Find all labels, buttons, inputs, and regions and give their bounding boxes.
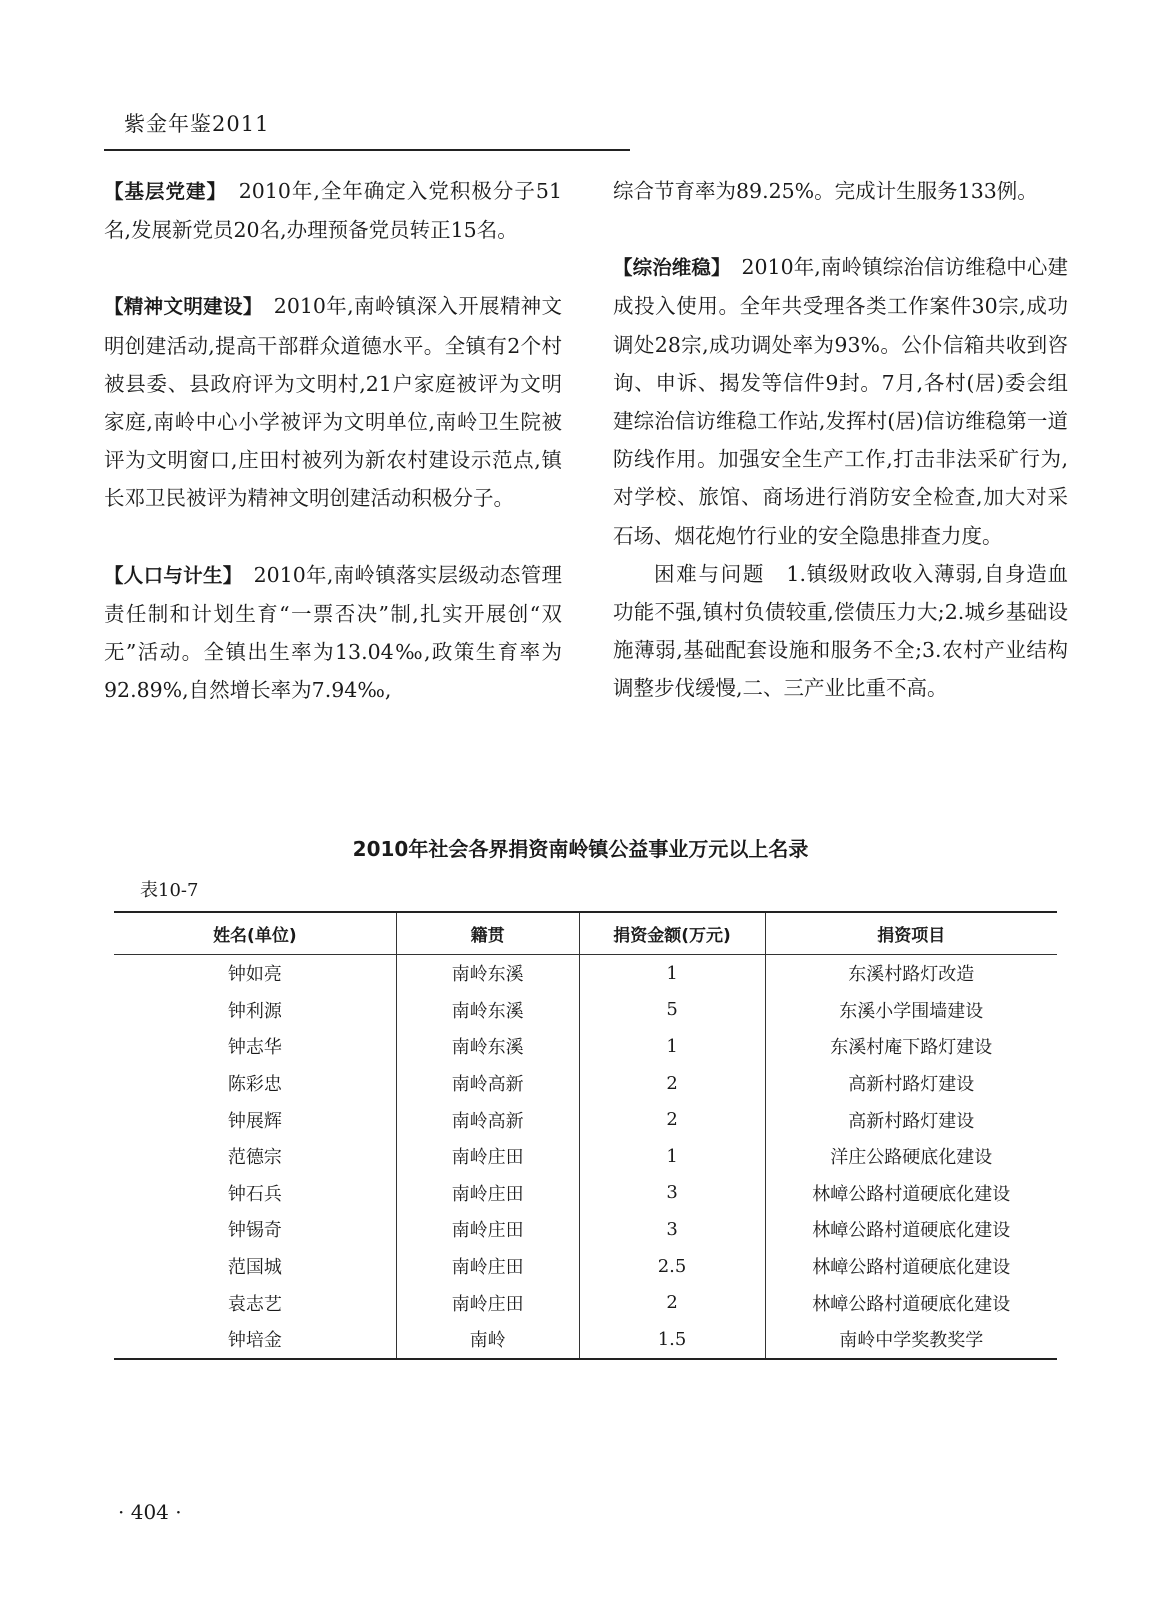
- cell-origin: 南岭庄田: [396, 1138, 579, 1175]
- cell-name: 钟如亮: [227, 964, 282, 986]
- cell-amount: 3: [579, 1211, 765, 1248]
- party-building-text: 2010年,全年确定入党积极分子51名,发展新党员20名,办理预备党员转正15名。: [104, 179, 562, 243]
- cell-project: 东溪村庵下路灯建设: [765, 1028, 1057, 1065]
- population-paragraph: [104, 556, 562, 710]
- table-row: [114, 1065, 1057, 1102]
- population-continuation: 综合节育率为89.25%。完成计生服务133例。: [613, 179, 1038, 203]
- cell-origin: 南岭高新: [396, 1101, 579, 1138]
- running-header: 紫金年鉴2011: [124, 112, 270, 136]
- table-label: 表10-7: [140, 880, 199, 901]
- cell-project: 林嶂公路村道硬底化建设: [765, 1284, 1057, 1321]
- cell-origin: 南岭东溪: [396, 955, 579, 992]
- table-row: [114, 1028, 1057, 1065]
- cell-amount: 2: [579, 1065, 765, 1102]
- problems-text: 1.镇级财政收入薄弱,自身造血功能不强,镇村负债较重,偿债压力大;2.城乡基础设施薄弱,基础配套设施和服务不全;3.农村产业结构调整步伐缓慢,二、三产业比重不高。: [613, 561, 1069, 701]
- party-building-heading: 【基层党建】: [104, 180, 218, 203]
- cell-name: 钟展辉: [227, 1110, 282, 1132]
- cell-origin: 南岭庄田: [396, 1211, 579, 1248]
- table-header-row: [114, 912, 1057, 955]
- cell-amount: 1.5: [579, 1321, 765, 1359]
- cell-name: 袁志艺: [227, 1293, 282, 1315]
- cell-name: 钟培金: [227, 1330, 282, 1352]
- table-title: 2010年社会各界捐资南岭镇公益事业万元以上名录: [352, 837, 809, 861]
- cell-project: 东溪村路灯改造: [765, 955, 1057, 992]
- table-row: [114, 1175, 1057, 1212]
- stability-text: 2010年,南岭镇综治信访维稳中心建成投入使用。全年共受理各类工作案件30宗,成功调处28宗,成功调处率为93%。公仆信箱共收到咨询、申诉、揭发等信件9封。7月,各村(居)委会组建综治信访维稳工作站,发挥村(居)信访维稳第一道防线作用。加强安全生产工作,打击非法采矿行为,对学校、旅馆、商场进行消防安全检查,加大对采石场、烟花炮竹行业的安全隐患排查力度。: [613, 255, 1068, 548]
- cell-name: 钟利源: [227, 1000, 282, 1022]
- cell-origin: 南岭东溪: [396, 1028, 579, 1065]
- table-row: [114, 1321, 1057, 1359]
- civilization-heading: 【精神文明建设】: [104, 295, 253, 319]
- header-amount: 捐资金额(万元): [579, 912, 765, 955]
- cell-amount: 5: [579, 992, 765, 1029]
- right-column: [613, 172, 1068, 708]
- cell-name: 陈彩忠: [227, 1074, 282, 1096]
- cell-amount: 1: [579, 955, 765, 992]
- header-origin: 籍贯: [396, 912, 579, 955]
- cell-origin: 南岭东溪: [396, 992, 579, 1029]
- table-row: [114, 955, 1057, 992]
- cell-origin: 南岭庄田: [396, 1248, 579, 1285]
- header-rule: [104, 149, 630, 151]
- cell-project: 林嶂公路村道硬底化建设: [765, 1211, 1057, 1248]
- civilization-paragraph: [104, 287, 562, 517]
- cell-name: 范德宗: [227, 1147, 282, 1169]
- cell-project: 洋庄公路硬底化建设: [765, 1138, 1057, 1175]
- cell-amount: 1: [579, 1138, 765, 1175]
- cell-name: 钟志华: [227, 1037, 282, 1059]
- table-row: [114, 1248, 1057, 1285]
- cell-name: 范国城: [227, 1257, 282, 1279]
- stability-paragraph: [613, 248, 1068, 555]
- cell-project: 高新村路灯建设: [765, 1065, 1057, 1102]
- page-number: · 404 ·: [118, 1500, 182, 1524]
- cell-amount: 1: [579, 1028, 765, 1065]
- left-column: [104, 172, 562, 709]
- cell-amount: 3: [579, 1175, 765, 1212]
- table-row: [114, 1101, 1057, 1138]
- table-row: [114, 1284, 1057, 1321]
- cell-name: 钟石兵: [227, 1183, 282, 1205]
- table-body: [114, 955, 1057, 1359]
- table-row: [114, 1138, 1057, 1175]
- population-text: 2010年,南岭镇落实层级动态管理责任制和计划生育“一票否决”制,扎实开展创“双无”活动。全镇出生率为13.04‰,政策生育率为92.89%,自然增长率为7.94‰,: [104, 562, 562, 703]
- donor-table: [114, 911, 1057, 1360]
- cell-project: 高新村路灯建设: [765, 1101, 1057, 1138]
- cell-amount: 2.5: [579, 1248, 765, 1285]
- cell-project: 林嶂公路村道硬底化建设: [765, 1175, 1057, 1212]
- cell-amount: 2: [579, 1284, 765, 1321]
- cell-name: 钟锡奇: [227, 1220, 282, 1242]
- table-row: [114, 1211, 1057, 1248]
- cell-amount: 2: [579, 1101, 765, 1138]
- cell-origin: 南岭庄田: [396, 1284, 579, 1321]
- cell-origin: 南岭高新: [396, 1065, 579, 1102]
- stability-heading: 【综治维稳】: [613, 256, 721, 280]
- problems-paragraph: [613, 555, 1068, 708]
- header-project: 捐资项目: [765, 912, 1057, 955]
- cell-origin: 南岭庄田: [396, 1175, 579, 1212]
- cell-project: 林嶂公路村道硬底化建设: [765, 1248, 1057, 1285]
- cell-project: 东溪小学围墙建设: [765, 992, 1057, 1029]
- party-building-paragraph: [104, 172, 562, 249]
- problems-heading: 困难与问题: [654, 561, 766, 586]
- table-row: [114, 992, 1057, 1029]
- header-name: 姓名(单位): [114, 912, 396, 955]
- population-heading: 【人口与计生】: [104, 563, 233, 587]
- civilization-text: 2010年,南岭镇深入开展精神文明创建活动,提高干部群众道德水平。全镇有2个村被县委、县政府评为文明村,21户家庭被评为文明家庭,南岭中心小学被评为文明单位,南岭卫生院被评为文明窗口,庄田村被列为新农村建设示范点,镇长邓卫民被评为精神文明创建活动积极分子。: [104, 294, 562, 511]
- cell-project: 南岭中学奖教奖学: [765, 1321, 1057, 1359]
- cell-origin: 南岭: [396, 1321, 579, 1359]
